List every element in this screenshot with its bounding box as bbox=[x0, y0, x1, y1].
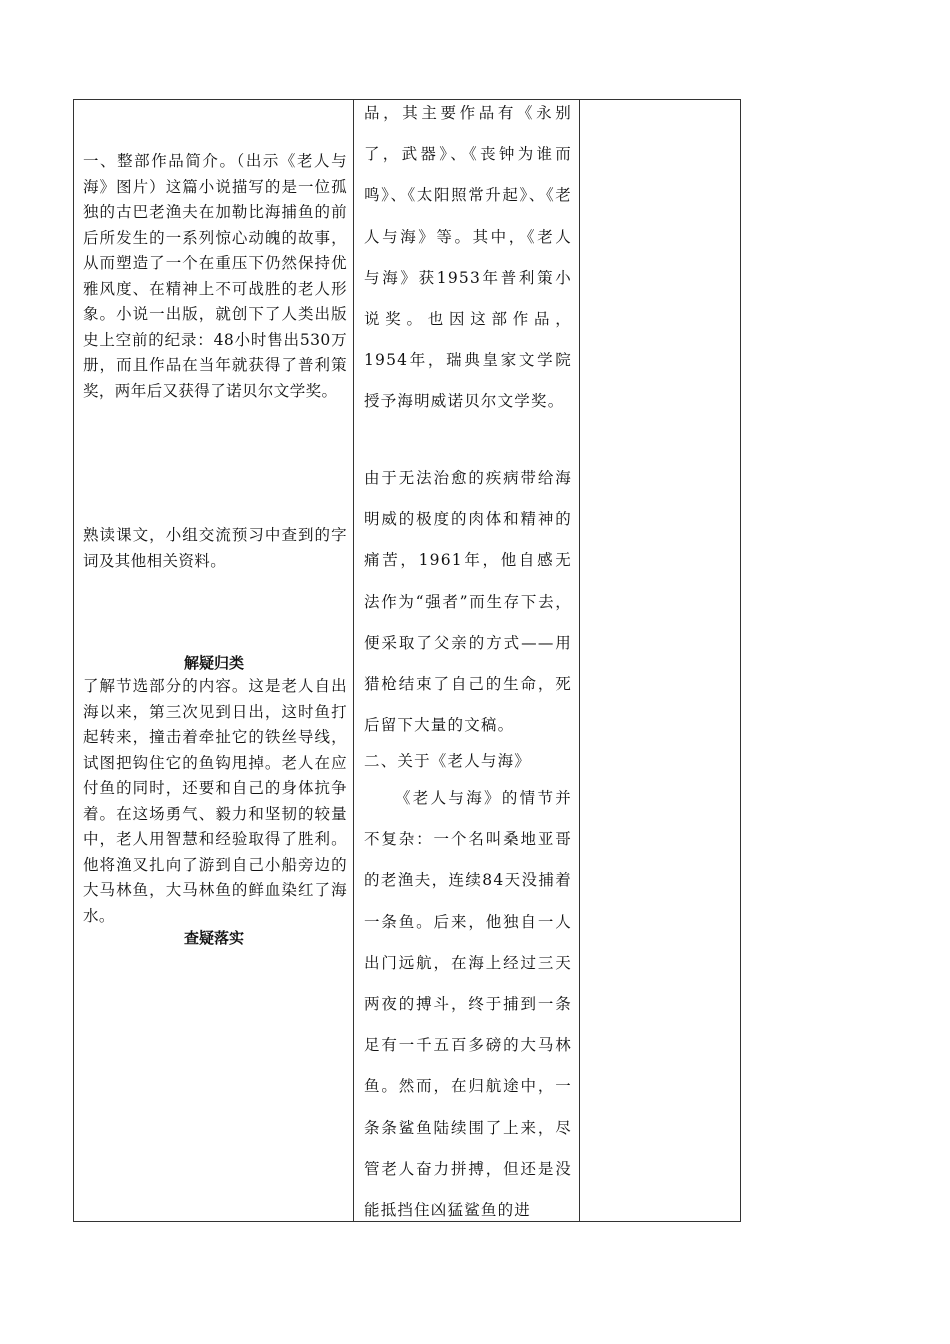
teaching-content-column bbox=[74, 100, 354, 1221]
notes-column bbox=[580, 100, 742, 1221]
doubt-heading: 解疑归类 bbox=[183, 654, 244, 672]
work-introduction: 一、整部作品简介。（出示《老人与海》图片）这篇小说描写的是一位孤独的古巴老渔夫在加勒比海捕鱼的前后所发生的一系列惊心动魄的故事，从而塑造了一个在重压下仍然保持优雅风度、在精神上不可战胜的老人形象。小说一出版，就创下了人类出版史上空前的纪录：48小时售出530万册，而且作品在当年就获得了普利策奖，两年后又获得了诺贝尔文学奖。 bbox=[83, 152, 347, 400]
background-column bbox=[354, 100, 580, 1221]
plot-paragraph: 《老人与海》的情节并不复杂：一个名叫桑地亚哥的老渔夫，连续84天没捕着一条鱼。后来，他独自一人出门远航，在海上经过三天两夜的搏斗，终于捕到一条足有一千五百多磅的大马林鱼。然而，在归航途中，一条条鲨鱼陆续围了上来，尽管老人奋力拼搏，但还是没能抵挡住凶猛鲨鱼的进 bbox=[364, 789, 572, 1220]
excerpt-summary: 了解节选部分的内容。这是老人自出海以来，第三次见到日出，这时鱼打起转来，撞击着牵扯它的铁丝导线，试图把钩住它的鱼钩甩掉。老人在应付鱼的同时，还要和自己的身体抗争着。在这场勇气、毅力和坚韧的较量中，老人用智慧和经验取得了胜利。他将渔叉扎向了游到自己小船旁边的大马林鱼，大马林鱼的鲜血染红了海水。 bbox=[83, 677, 347, 925]
lesson-table bbox=[73, 99, 741, 1222]
section-two-heading: 二、关于《老人与海》 bbox=[364, 752, 532, 770]
author-death-paragraph: 由于无法治愈的疾病带给海明威的极度的肉体和精神的痛苦，1961年，他自感无法作为“强者”而生存下去，便采取了父亲的方式——用猎枪结束了自己的生命，死后留下大量的文稿。 bbox=[364, 469, 572, 735]
reading-task: 熟读课文，小组交流预习中查到的字词及其他相关资料。 bbox=[83, 526, 347, 570]
check-heading: 查疑落实 bbox=[183, 929, 244, 947]
major-works-paragraph: 品，其主要作品有《永别了，武器》、《丧钟为谁而鸣》、《太阳照常升起》、《老人与海》等。其中，《老人与海》获1953年普利策小说奖。也因这部作品，1954年，瑞典皇家文学院授予海明威诺贝尔文学奖。 bbox=[364, 104, 572, 411]
